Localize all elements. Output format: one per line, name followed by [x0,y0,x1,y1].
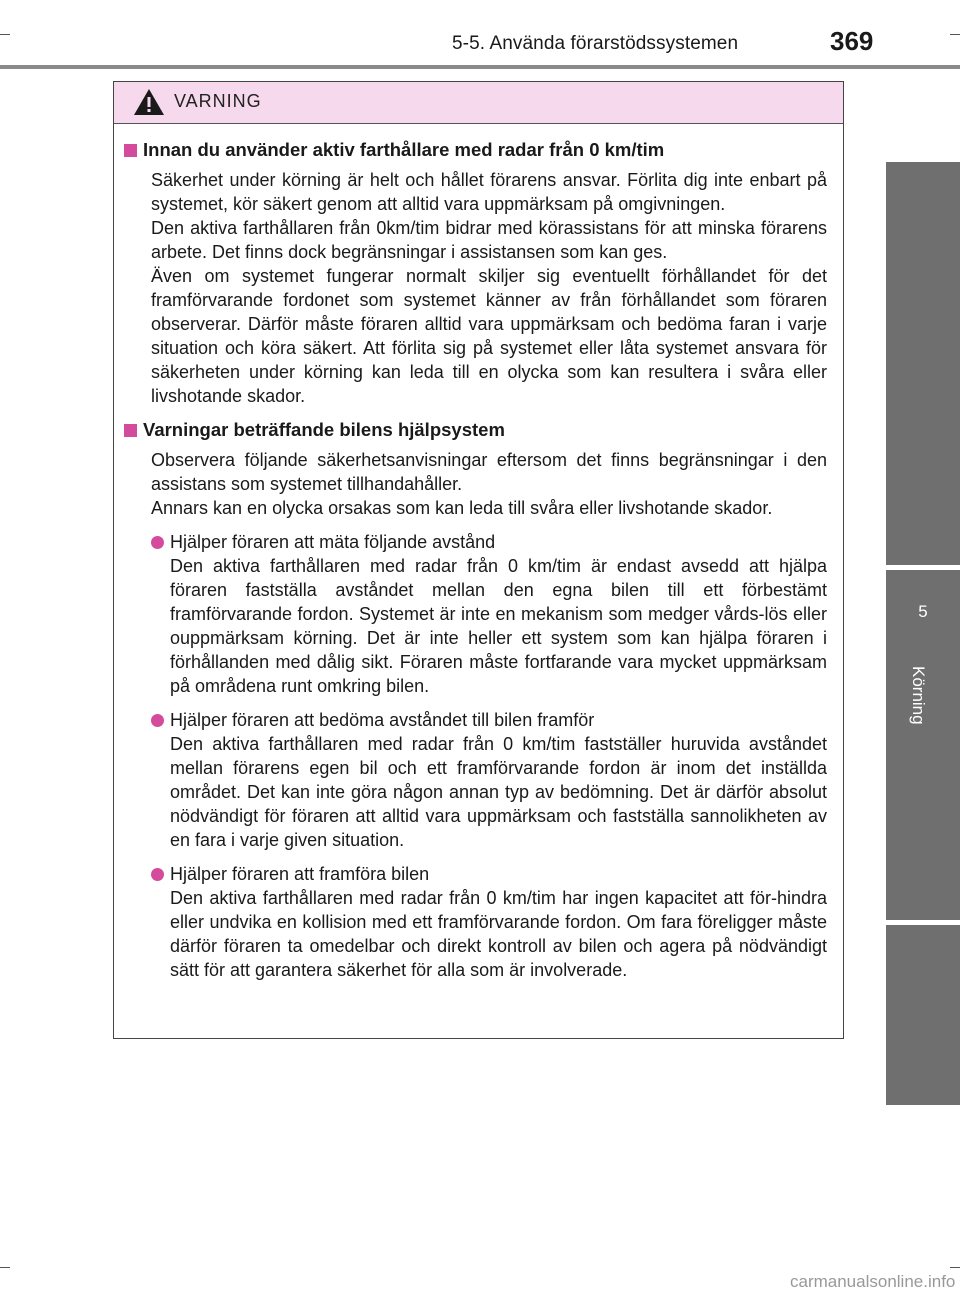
list-item-title: Hjälper föraren att framföra bilen [170,864,430,884]
side-tab-block [886,925,960,1105]
list-item-text: Den aktiva farthållaren med radar från 0 km/tim har ingen kapacitet att för-hindra eller undvika en kollision med ett framförvarande fordon. Om fara föreligger måste därför föraren ta omedelbar och direkt kontroll av bilen och agera på nödvändigt sätt för att garantera säkerhet för alla som är involverade. [170,888,827,980]
paragraph: Observera följande säkerhetsanvisningar eftersom det finns begränsningar i den assistans som systemet tillhandahåller. [151,450,827,494]
list-item [151,530,827,698]
header-rule [0,65,960,69]
crop-mark [0,1267,10,1268]
side-tab-block [886,162,960,565]
crop-mark [950,1267,960,1268]
round-bullet-icon [151,714,164,727]
crop-mark [950,34,960,35]
section-heading-text: Varningar beträffande bilens hjälpsystem [143,419,505,440]
footer-watermark: carmanualsonline.info [790,1272,956,1291]
list-item-title: Hjälper föraren att bedöma avståndet till bilen framför [170,710,595,730]
crop-mark [0,34,10,35]
list-item-heading [151,862,827,886]
warning-label: VARNING [174,91,262,111]
list-item-heading [151,708,827,732]
warning-header [114,82,843,124]
paragraph: Den aktiva farthållaren från 0km/tim bidrar med körassistans för att minska förarens arbete. Det finns dock begränsningar i assistansen som kan ges. [151,218,827,262]
list-item-text: Den aktiva farthållaren med radar från 0 km/tim fastställer huruvida avståndet mellan förarens egen bil och ett framförvarande fordon är inom det inställda området. Det kan inte göra någon annan typ av bedömning. Det är därför absolut nödvändigt för föraren att alltid vara uppmärksam och fastställa sannolikheten av en fara i varje given situation. [170,734,827,850]
section-heading-text: Innan du använder aktiv farthållare med radar från 0 km/tim [143,139,665,160]
warning-body [114,124,843,982]
paragraph: Även om systemet fungerar normalt skiljer sig eventuellt förhållandet för det framförvarande fordonet som systemet känner av från förhållandet som föraren observerar. Därför måste föraren alltid vara uppmärksam och bedöma faran i varje situation och köra säkert. Att förlita sig på systemet eller låta systemet ansvara för säkerheten under körning kan leda till en olycka som kan resultera i svåra eller livshotande skador. [151,266,827,406]
list-item [151,708,827,852]
round-bullet-icon [151,868,164,881]
paragraph: Annars kan en olycka orsakas som kan leda till svåra eller livshotande skador. [151,498,773,518]
chapter-label-tab [886,660,960,920]
list-item-heading [151,530,827,554]
section-heading [124,138,827,162]
warning-triangle-icon [132,87,166,117]
paragraph: Säkerhet under körning är helt och hållet förarens ansvar. Förlita dig inte enbart på systemet, kör säkert genom att alltid vara uppmärksam på omgivningen. [151,170,827,214]
square-bullet-icon [124,144,137,157]
section-heading [124,418,827,442]
warning-box [113,81,844,1039]
list-item-title: Hjälper föraren att mäta följande avstånd [170,532,496,552]
square-bullet-icon [124,424,137,437]
list-item-text: Den aktiva farthållaren med radar från 0 km/tim är endast avsedd att hjälpa föraren fastställa avståndet mellan den egna bilen till ett förbestämt framförvarande fordon. Systemet är inte en mekanism som medger vårds-lös eller ouppmärksam körning. Det är inte heller ett system som kan hjälpa föraren i förhållanden med dålig sikt. Föraren måste fortfarande vara mycket uppmärksam på områdena runt omkring bilen. [170,556,827,696]
round-bullet-icon [151,536,164,549]
section-header-title: 5-5. Använda förarstödssystemen [452,33,739,54]
chapter-label: Körning [909,666,928,725]
page-number: 369 [830,26,874,56]
chapter-tab [886,570,960,660]
chapter-number: 5 [918,602,928,621]
list-item [151,862,827,982]
